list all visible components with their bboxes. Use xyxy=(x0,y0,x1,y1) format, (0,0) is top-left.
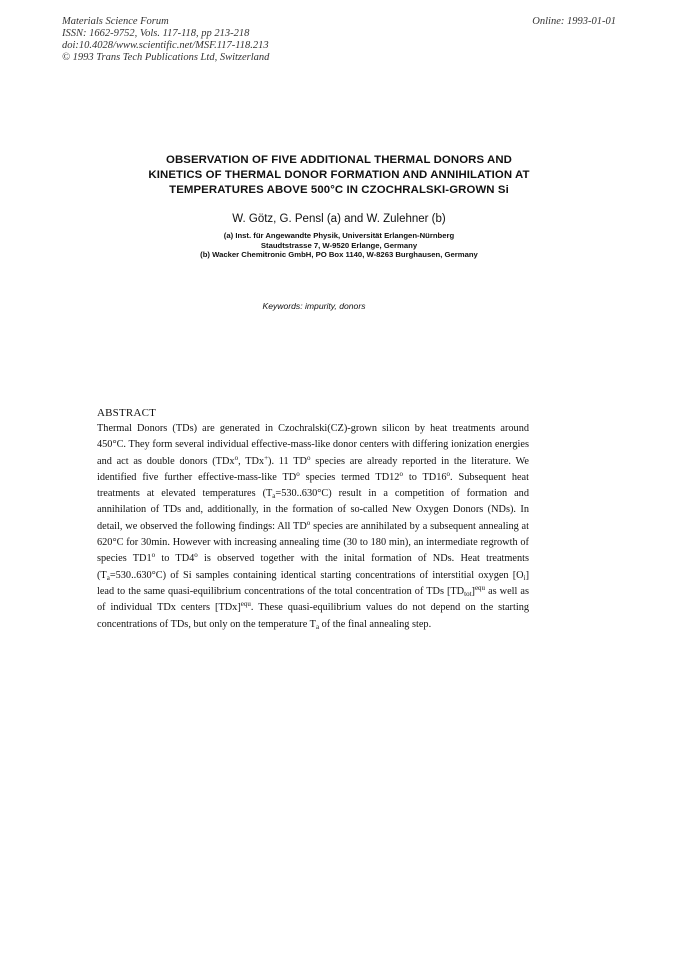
journal-name: Materials Science Forum xyxy=(62,16,169,27)
title-line: OBSERVATION OF FIVE ADDITIONAL THERMAL DONORS AND xyxy=(166,154,512,166)
citation-header xyxy=(62,16,269,64)
paper-title xyxy=(100,153,578,198)
affiliation-line: (a) Inst. für Angewandte Physik, Universität Erlangen-Nürnberg xyxy=(223,231,455,240)
affiliation-a xyxy=(0,231,678,251)
copyright-line: © 1993 Trans Tech Publications Ltd, Switzerland xyxy=(62,52,270,63)
affiliation-b: (b) Wacker Chemitronic GmbH, PO Box 1140, W-8263 Burghausen, Germany xyxy=(200,250,478,259)
abstract-body: Thermal Donors (TDs) are generated in Czochralski(CZ)-grown silicon by heat treatments around 450°C. They form several individual effective-mass-like donor centers with differing ionization energies and act as double donors (TDx$^o$, TDx+). 11 $TD^o$ species are already reported in the literature. We identified five further effective-mass-like $TD^o$ species termed TD12$^o$ to TD16$^o$. Subsequent heat treatments at elevated temperatures $(T_a=530..630^\circ C)$ result in a competition of formation and annihilation of TDs and, additionally, in the formation of so-called New Oxygen Donors (NDs). In detail, we observed the following findings: All $TD^o$ species are annihilated by a subsequent annealing at 620°C for 30min. However with increasing annealing time (30 to 180 min), an intermediate regrowth of species TD1$^o$ to TD4$^o$ is observed together with the inital formation of NDs. Heat treatments $(T_a=530..630^\circ C)$ of Si samples containing identical starting concentrations of interstitial oxygen $[O_i]$ lead to the same quasi-equilibrium concentrations of the total concentration of TDs $[TD_{tot}]^{equ}$ as well as of individual TDx centers [TDx]$^{equ}$. These quasi-equilibrium values do not depend on the starting concentrations of TDs, but only on the temperature $T_a$ of the final annealing step. xyxy=(97,423,529,631)
keywords: Keywords: impurity, donors xyxy=(262,301,366,311)
doi-link[interactable]: doi:10.4028/www.scientific.net/MSF.117-118.213 xyxy=(62,40,269,51)
online-date: Online: 1993-01-01 xyxy=(532,16,616,27)
title-line: TEMPERATURES ABOVE 500°C IN CZOCHRALSKI-GROWN Si xyxy=(169,184,509,196)
title-line: KINETICS OF THERMAL DONOR FORMATION AND ANNIHILATION AT xyxy=(148,169,530,181)
abstract-heading: ABSTRACT xyxy=(97,407,157,419)
affiliation-line: Staudtstrasse 7, W-9520 Erlange, Germany xyxy=(260,241,418,250)
issn-line: ISSN: 1662-9752, Vols. 117-118, pp 213-218 xyxy=(62,28,250,39)
author-list: W. Götz, G. Pensl (a) and W. Zulehner (b) xyxy=(232,213,446,225)
